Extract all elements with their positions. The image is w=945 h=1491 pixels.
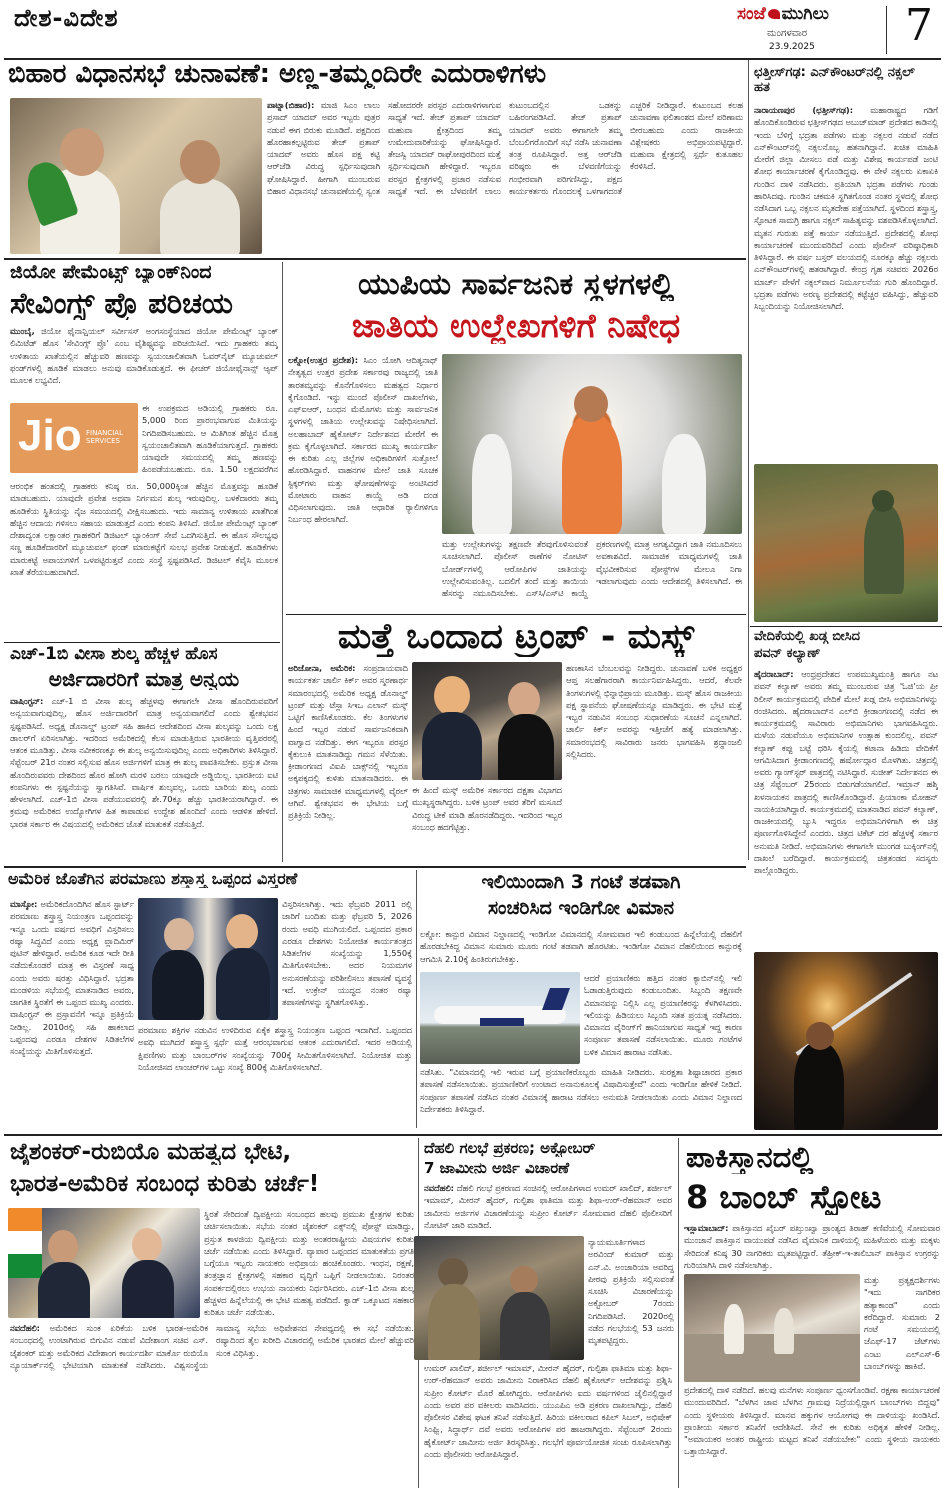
nuclear-body-left xyxy=(10,898,134,1126)
jaishankar-headline-2: ಭಾರತ-ಅಮೆರಿಕ ಸಂಬಂಧ ಕುರಿತು ಚರ್ಚೆ! xyxy=(10,1172,320,1197)
naxal-headline: ಛತ್ತೀಸ್‌ಗಢ: ಎನ್‌ಕೌಂಟರ್‌ನಲ್ಲಿ ನಕ್ಸಲ್ ಹತ xyxy=(754,65,915,95)
jio-logo xyxy=(10,403,138,473)
naxal-photo xyxy=(754,464,938,622)
nuclear-dateline: ಮಾಸ್ಕೋ: xyxy=(10,899,38,909)
pawan-text: ಆಂಧ್ರಪ್ರದೇಶದ ಉಪಮುಖ್ಯಮಂತ್ರಿ ಹಾಗೂ ನಟ ಪವನ್ ಕಲ್ಯಾಣ್ ಅವರು ತಮ್ಮ ಮುಂಬರುವ ಚಿತ್ರ 'ಓಜಿ'ಯ ಪ್ರೀ ರಿಲೀಸ್ ಕಾರ್ಯಕ್ರಮದಲ್ಲಿ ವೇದಿಕೆ ಮೇಲೆ ಖಡ್ಗ ಬೀಸಿ ಅಭಿಮಾನಿಗಳನ್ನು ರಂಜಿಸಿದರು. ಹೈದರಾಬಾದ್‌ನ ಎಲ್‌ಬಿ ಕ್ರೀಡಾಂಗಣದಲ್ಲಿ ನಡೆದ ಈ ಕಾರ್ಯಕ್ರಮದಲ್ಲಿ ಸಾವಿರಾರು ಅಭಿಮಾನಿಗಳು ಭಾಗವಹಿಸಿದ್ದರು. ಮಳೆಯ ನಡುವೆಯೂ ಅಭಿಮಾನಿಗಳ ಉತ್ಸಾಹ ಕುಂದಲಿಲ್ಲ. ಪವನ್ ಕಲ್ಯಾಣ್ ಕಪ್ಪು ಬಟ್ಟೆ ಧರಿಸಿ ಕೈಯಲ್ಲಿ ಕಟಾನಾ ಹಿಡಿದು ವೇದಿಕೆಗೆ ಆಗಮಿಸಿದಾಗ ಕ್ರೀಡಾಂಗಣದಲ್ಲಿ ಹರ್ಷೋದ್ಗಾರ ಮೊಳಗಿತು. ಚಿತ್ರದಲ್ಲಿ ಅವರು ಗ್ಯಾಂಗ್‌ಸ್ಟರ್ ಪಾತ್ರದಲ್ಲಿ ನಟಿಸಿದ್ದಾರೆ. ಸುಜೀತ್ ನಿರ್ದೇಶನದ ಈ ಚಿತ್ರ ಸೆಪ್ಟೆಂಬರ್ 25ರಂದು ಬಿಡುಗಡೆಯಾಗಲಿದೆ. ಇಮ್ರಾನ್ ಹಶ್ಮಿ ಖಳನಾಯಕನ ಪಾತ್ರದಲ್ಲಿ ಕಾಣಿಸಿಕೊಂಡಿದ್ದಾರೆ. ಪ್ರಿಯಾಂಕಾ ಮೋಹನ್ ನಾಯಕಿಯಾಗಿದ್ದಾರೆ. ಕಾರ್ಯಕ್ರಮದಲ್ಲಿ ಮಾತನಾಡಿದ ಪವನ್ ಕಲ್ಯಾಣ್, ರಾಜಕೀಯದಲ್ಲಿ ಬ್ಯುಸಿ ಇದ್ದರೂ ಅಭಿಮಾನಿಗಳಿಗಾಗಿ ಈ ಚಿತ್ರ ಪೂರ್ಣಗೊಳಿಸಿದ್ದೇನೆ ಎಂದರು. ಚಿತ್ರದ ಟಿಕೆಟ್ ದರ ಹೆಚ್ಚಳಕ್ಕೆ ಸರ್ಕಾರ ಅನುಮತಿ ನೀಡಿದೆ. ಅಭಿಮಾನಿಗಳು ಈಗಾಗಲೇ ಮುಂಗಡ ಬುಕ್ಕಿಂಗ್‌ನಲ್ಲಿ ದಾಖಲೆ ಬರೆದಿದ್ದಾರೆ. ಕಾರ್ಯಕ್ರಮದಲ್ಲಿ ಚಿತ್ರತಂಡದ ಸದಸ್ಯರು ಪಾಲ್ಗೊಂಡಿದ್ದರು. xyxy=(754,669,938,876)
india-flag xyxy=(8,1208,42,1278)
pawan-photo xyxy=(754,952,938,1130)
plane-tail xyxy=(542,988,570,1010)
rule-above-h1b xyxy=(4,642,280,643)
bottom-rule-2 xyxy=(678,1138,679,1488)
page-number: 7 xyxy=(905,0,933,51)
trump-body-mid: ಈ ಹಿಂದೆ ಮಸ್ಕ್ ಅಮೆರಿಕ ಸರ್ಕಾರದ ದಕ್ಷತಾ ವಿಭಾಗದ ಮುಖ್ಯಸ್ಥರಾಗಿದ್ದರು. ಬಳಿಕ ಟ್ರಂಪ್ ಅವರ ತೆರಿಗೆ ಮಸೂದೆ ವಿರುದ್ಧ ಟೀಕೆ ಮಾಡಿ ಹೊರನಡೆದಿದ್ದರು. ಇದರಿಂದ ಇಬ್ಬರ ಸಂಬಂಧ ಹದಗೆಟ್ಟಿತ್ತು. xyxy=(412,785,562,832)
naxal-text: ಮಹಾರಾಷ್ಟ್ರದ ಗಡಿಗೆ ಹೊಂದಿಕೊಂಡಿರುವ ಛತ್ತೀಸ್‌ಗಢದ ಅಬುಜ್‌ಮಾಡ್ ಪ್ರದೇಶದ ಕಾಡಿನಲ್ಲಿ ಇಂದು ಬೆಳಿಗ್ಗೆ ಭದ್ರತಾ ಪಡೆಗಳು ಮತ್ತು ನಕ್ಸಲರ ನಡುವೆ ನಡೆದ ಎನ್‌ಕೌಂಟರ್‌ನಲ್ಲಿ ನಕ್ಸಲನೊಬ್ಬ ಹತನಾಗಿದ್ದಾನೆ. ಖಚಿತ ಮಾಹಿತಿ ಮೇರೆಗೆ ಜಿಲ್ಲಾ ಮೀಸಲು ಪಡೆ ಮತ್ತು ವಿಶೇಷ ಕಾರ್ಯಪಡೆ ಜಂಟಿ ಶೋಧ ಕಾರ್ಯಾಚರಣೆ ಕೈಗೊಂಡಿದ್ದವು. ಈ ವೇಳೆ ನಕ್ಸಲರು ಏಕಾಏಕಿ ಗುಂಡಿನ ದಾಳಿ ನಡೆಸಿದರು. ಪ್ರತಿಯಾಗಿ ಭದ್ರತಾ ಪಡೆಗಳು ಗುಂಡು ಹಾರಿಸಿದವು. ಗುಂಡಿನ ಚಕಮಕಿ ಸ್ಥಗಿತಗೊಂಡ ನಂತರ ಸ್ಥಳದಲ್ಲಿ ಶೋಧ ನಡೆಸಿದಾಗ ಒಬ್ಬ ನಕ್ಸಲನ ಮೃತದೇಹ ಪತ್ತೆಯಾಗಿದೆ. ಸ್ಥಳದಿಂದ ಶಸ್ತ್ರಾಸ್ತ್ರ, ಸ್ಫೋಟಕ ಸಾಮಗ್ರಿ ಹಾಗೂ ನಕ್ಸಲ್ ಸಾಹಿತ್ಯವನ್ನು ವಶಪಡಿಸಿಕೊಳ್ಳಲಾಗಿದೆ. ಮೃತನ ಗುರುತು ಪತ್ತೆ ಕಾರ್ಯ ನಡೆಯುತ್ತಿದೆ. ಪ್ರದೇಶದಲ್ಲಿ ಶೋಧ ಕಾರ್ಯಾಚರಣೆ ಮುಂದುವರಿದಿದೆ ಎಂದು ಪೊಲೀಸ್ ವರಿಷ್ಠಾಧಿಕಾರಿ ತಿಳಿಸಿದ್ದಾರೆ. ಈ ವರ್ಷ ಬಸ್ತರ್ ವಲಯದಲ್ಲಿ ನೂರಕ್ಕೂ ಹೆಚ್ಚು ನಕ್ಸಲರು ಎನ್‌ಕೌಂಟರ್‌ಗಳಲ್ಲಿ ಹತರಾಗಿದ್ದಾರೆ. ಕೇಂದ್ರ ಗೃಹ ಸಚಿವರು 2026ರ ಮಾರ್ಚ್ ವೇಳೆಗೆ ನಕ್ಸಲ್‌ವಾದ ನಿರ್ಮೂಲನೆಯ ಗುರಿ ಹೊಂದಿದ್ದಾರೆ. ಭದ್ರತಾ ಪಡೆಗಳು ಅರಣ್ಯ ಪ್ರದೇಶದಲ್ಲಿ ಕಟ್ಟೆಚ್ಚರ ವಹಿಸಿದ್ದು, ಹೆಚ್ಚುವರಿ ಸಿಬ್ಬಂದಿಯನ್ನು ನಿಯೋಜಿಸಲಾಗಿದೆ. xyxy=(754,105,938,312)
pawan-dateline: ಹೈದರಾಬಾದ್: xyxy=(754,669,794,679)
delhi-headline-1: ದೆಹಲಿ ಗಲಭೆ ಪ್ರಕರಣ; ಅಕ್ಟೋಬರ್ xyxy=(424,1140,596,1157)
jio-body-bottom: ಆರಂಭಿಕ ಹಂತದಲ್ಲಿ ಗ್ರಾಹಕರು ಕನಿಷ್ಠ ರೂ. 50,000ಕ್ಕಿಂತ ಹೆಚ್ಚಿನ ಮೊತ್ತವನ್ನು ಹೂಡಿಕೆ ಮಾಡಬಹುದು. ಯಾವುದೇ ಪ್ರವೇಶ ಅಥವಾ ನಿರ್ಗಮನ ಶುಲ್ಕ ಇರುವುದಿಲ್ಲ. ಬಳಕೆದಾರರು ತಮ್ಮ ಹೂಡಿಕೆಯ ಸ್ಥಿತಿಯನ್ನು ನೈಜ ಸಮಯದಲ್ಲಿ ವೀಕ್ಷಿಸಬಹುದು. ಇದು ಸಾಮಾನ್ಯ ಉಳಿತಾಯ ಖಾತೆಗಿಂತ ಹೆಚ್ಚಿನ ಆದಾಯ ಗಳಿಸಲು ಸಹಾಯ ಮಾಡುತ್ತದೆ ಎಂದು ಕಂಪನಿ ತಿಳಿಸಿದೆ. ಜಿಯೋ ಪೇಮೆಂಟ್ಸ್ ಬ್ಯಾಂಕ್ ದೇಶಾದ್ಯಂತ ಲಕ್ಷಾಂತರ ಗ್ರಾಹಕರಿಗೆ ಡಿಜಿಟಲ್ ಬ್ಯಾಂಕಿಂಗ್ ಸೇವೆ ಒದಗಿಸುತ್ತಿದೆ. ಈ ಹೊಸ ಸೌಲಭ್ಯವು ಸಣ್ಣ ಹೂಡಿಕೆದಾರರಿಗೆ ಮ್ಯೂಚುವಲ್ ಫಂಡ್ ಮಾರುಕಟ್ಟೆಗೆ ಸುಲಭ ಪ್ರವೇಶ ನೀಡುತ್ತದೆ. ಹೂಡಿಕೆಗಳು ಮಾರುಕಟ್ಟೆ ಅಪಾಯಗಳಿಗೆ ಒಳಪಟ್ಟಿರುತ್ತವೆ ಎಂದು ಸಂಸ್ಥೆ ಸ್ಪಷ್ಟಪಡಿಸಿದೆ. ಡಿಜಿಟಲ್ ಕೆವೈಸಿ ಮೂಲಕ ಖಾತೆ ತೆರೆಯಬಹುದಾಗಿದೆ. xyxy=(10,481,278,577)
indigo-headline-1: ಇಲಿಯಿಂದಾಗಿ 3 ಗಂಟೆ ತಡವಾಗಿ xyxy=(481,872,681,893)
nuclear-photo xyxy=(138,898,278,1020)
issue-date: 23.9.2025 xyxy=(769,42,815,52)
pakistan-dateline: ಇಸ್ಲಾಮಾಬಾದ್: xyxy=(684,1223,729,1233)
bihar-dateline: ಪಾಟ್ನಾ(ಬಿಹಾರ): xyxy=(267,100,315,110)
jaishankar-headline-1: ಜೈಶಂಕರ್-ರುಬಿಯೊ ಮಹತ್ವದ ಭೇಟಿ, xyxy=(10,1140,292,1165)
up-rally-photo xyxy=(442,354,742,534)
bihar-body xyxy=(267,99,743,254)
brand-logo xyxy=(737,4,829,24)
section-title: ದೇಶ-ವಿದೇಶ xyxy=(14,4,119,32)
trump-body-left xyxy=(288,662,408,858)
indigo-body-bottom: ನಡೆಸಿತು. "ವಿಮಾನದಲ್ಲಿ ಇಲಿ ಇರುವ ಬಗ್ಗೆ ಪ್ರಯಾಣಿಕರೊಬ್ಬರು ಮಾಹಿತಿ ನೀಡಿದರು. ಸುರಕ್ಷತಾ ಶಿಷ್ಟಾಚಾರದ ಪ್ರಕಾರ ತಪಾಸಣೆ ನಡೆಸಲಾಯಿತು. ಪ್ರಯಾಣಿಕರಿಗೆ ಉಂಟಾದ ಅನಾನುಕೂಲಕ್ಕೆ ವಿಷಾದಿಸುತ್ತೇವೆ" ಎಂದು ಇಂಡಿಗೋ ಹೇಳಿಕೆ ನೀಡಿದೆ. ಸಂಪೂರ್ಣ ತಪಾಸಣೆ ನಡೆಸಿದ ನಂತರ ವಿಮಾನಕ್ಕೆ ಹಾರಾಟ ನಡೆಸಲು ಅನುಮತಿ ನೀಡಲಾಯಿತು ಎಂದು ವಿಮಾನ ನಿಲ್ದಾಣದ ನಿರ್ದೇಶಕರು ತಿಳಿಸಿದ್ದಾರೆ. xyxy=(420,1067,742,1114)
delhi-body-side: ನ್ಯಾಯಮೂರ್ತಿಗಳಾದ ಅರವಿಂದ್ ಕುಮಾರ್ ಮತ್ತು ಎನ್.ವಿ. ಅಂಜಾರಿಯಾ ಅವರಿದ್ದ ಪೀಠವು ಪ್ರತಿಕ್ರಿಯೆ ಸಲ್ಲಿಸುವಂತೆ ಸೂಚಿಸಿ ವಿಚಾರಣೆಯನ್ನು ಅಕ್ಟೋಬರ್ 7ರಂದು ನಿಗದಿಪಡಿಸಿದೆ. 2020ರಲ್ಲಿ ನಡೆದ ಗಲಭೆಯಲ್ಲಿ 53 ಜನರು ಮೃತಪಟ್ಟಿದ್ದರು. xyxy=(588,1237,674,1346)
jio-dateline: ಮುಂಬೈ, xyxy=(10,326,35,336)
trump-body-right: ಹಣಕಾಸಿನ ಬೆಂಬಲವನ್ನು ನೀಡಿದ್ದರು. ಚುನಾವಣೆ ಬಳಿಕ ಅಧ್ಯಕ್ಷರ ಆಪ್ತ ಸಲಹೆಗಾರರಾಗಿ ಕಾರ್ಯನಿರ್ವಹಿಸಿದ್ದರು. ಆದರೆ, ಕೆಲವೇ ತಿಂಗಳುಗಳಲ್ಲಿ ಭಿನ್ನಾಭಿಪ್ರಾಯ ಮೂಡಿತ್ತು. ಮಸ್ಕ್ ಹೊಸ ರಾಜಕೀಯ ಪಕ್ಷ ಸ್ಥಾಪನೆಯ ಘೋಷಣೆಯನ್ನೂ ಮಾಡಿದ್ದರು. ಈ ಭೇಟಿ ಮತ್ತೆ ಇಬ್ಬರ ನಡುವಿನ ಸಂಬಂಧ ಸುಧಾರಣೆಯ ಸೂಚನೆ ಎನ್ನಲಾಗಿದೆ. ಚಾರ್ಲಿ ಕಿರ್ಕ್ ಅವರನ್ನು ಇತ್ತೀಚೆಗೆ ಹತ್ಯೆ ಮಾಡಲಾಗಿತ್ತು. ಸಮಾರಂಭದಲ್ಲಿ ಸಾವಿರಾರು ಜನರು ಭಾಗವಹಿಸಿ ಶ್ರದ್ಧಾಂಜಲಿ ಸಲ್ಲಿಸಿದರು. xyxy=(566,663,742,759)
bihar-text: ಮಾಜಿ ಸಿಎಂ ಲಾಲು ಪ್ರಸಾದ್ ಯಾದವ್ ಅವರ ಇಬ್ಬರು ಪುತ್ರರ ನಡುವೆ ಈಗ ಬಿರುಕು ಮೂಡಿದೆ. ಪಕ್ಷದಿಂದ ಹೊರಹಾಕಲ್ಪಟ್ಟಿರುವ ತೇಜ್ ಪ್ರತಾಪ್ ಯಾದವ್ ಅವರು ಹೊಸ ಪಕ್ಷ ಕಟ್ಟಿ ಆರ್‌ಜೆಡಿ ವಿರುದ್ಧ ಸ್ಪರ್ಧಿಸುವುದಾಗಿ ಘೋಷಿಸಿದ್ದಾರೆ. ಹೀಗಾಗಿ ಮುಂಬರುವ ಬಿಹಾರ ವಿಧಾನಸಭೆ ಚುನಾವಣೆಯಲ್ಲಿ ಸ್ವಂತ ಸಹೋದರರೇ ಪರಸ್ಪರ ಎದುರಾಳಿಗಳಾಗುವ ಸಾಧ್ಯತೆ ಇದೆ. ತೇಜ್ ಪ್ರತಾಪ್ ಯಾದವ್ ಮಹುವಾ ಕ್ಷೇತ್ರದಿಂದ ತಮ್ಮ ಉಮೇದುವಾರಿಕೆಯನ್ನು ಘೋಷಿಸಿದ್ದಾರೆ. ತೇಜಸ್ವಿ ಯಾದವ್ ರಾಘೋಪುರದಿಂದ ಮತ್ತೆ ಸ್ಪರ್ಧಿಸುವುದಾಗಿ ಹೇಳಿದ್ದಾರೆ. ಇಬ್ಬರೂ ಪರಸ್ಪರ ಕ್ಷೇತ್ರಗಳಲ್ಲಿ ಪ್ರಚಾರ ನಡೆಸುವ ಸಾಧ್ಯತೆ ಇದೆ. ಈ ಬೆಳವಣಿಗೆ ಲಾಲು ಕುಟುಂಬದಲ್ಲಿನ ಒಡಕನ್ನು ಬಹಿರಂಗಪಡಿಸಿದೆ. ತೇಜ್ ಪ್ರತಾಪ್ ಯಾದವ್ ಅವರು ಈಗಾಗಲೇ ತಮ್ಮ ಬೆಂಬಲಿಗರೊಂದಿಗೆ ಸಭೆ ನಡೆಸಿ ಚುನಾವಣಾ ತಂತ್ರ ರೂಪಿಸಿದ್ದಾರೆ. ಅತ್ತ ಆರ್‌ಜೆಡಿ ವರಿಷ್ಠರು ಈ ಬೆಳವಣಿಗೆಯನ್ನು ಗಂಭೀರವಾಗಿ ಪರಿಗಣಿಸಿದ್ದು, ಪಕ್ಷದ ಕಾರ್ಯಕರ್ತರು ಗೊಂದಲಕ್ಕೆ ಒಳಗಾಗದಂತೆ ಎಚ್ಚರಿಕೆ ನೀಡಿದ್ದಾರೆ. ಕುಟುಂಬದ ಕಲಹ ಚುನಾವಣಾ ಫಲಿತಾಂಶದ ಮೇಲೆ ಪರಿಣಾಮ ಬೀರಬಹುದು ಎಂದು ರಾಜಕೀಯ ವಿಶ್ಲೇಷಕರು ಅಭಿಪ್ರಾಯಪಟ್ಟಿದ್ದಾರೆ. ಮಹುವಾ ಕ್ಷೇತ್ರದಲ್ಲಿ ಸ್ಪರ್ಧೆ ಕುತೂಹಲ ಕೆರಳಿಸಿದೆ. xyxy=(267,100,743,196)
pakistan-body-bottom: ಪ್ರದೇಶದಲ್ಲಿ ದಾಳಿ ನಡೆದಿದೆ. ಹಲವು ಮನೆಗಳು ಸಂಪೂರ್ಣ ಧ್ವಂಸಗೊಂಡಿವೆ. ರಕ್ಷಣಾ ಕಾರ್ಯಾಚರಣೆ ಮುಂದುವರಿದಿದೆ. "ಬೆಳಗಿನ ಜಾವ ಬೆಳಗಿನ ಗ್ರಾಮವು ನಿದ್ರೆಯಲ್ಲಿದ್ದಾಗ ಬಾಂಬ್‌ಗಳು ಬಿದ್ದವು" ಎಂದು ಸ್ಥಳೀಯರು ತಿಳಿಸಿದ್ದಾರೆ. ಮಾನವ ಹಕ್ಕುಗಳ ಆಯೋಗವು ಈ ದಾಳಿಯನ್ನು ಖಂಡಿಸಿದೆ. ಪ್ರಾಂತೀಯ ಸರ್ಕಾರ ತನಿಖೆಗೆ ಆದೇಶಿಸಿದೆ. ಸೇನೆ ಈ ಕುರಿತು ಅಧಿಕೃತ ಹೇಳಿಕೆ ನೀಡಿಲ್ಲ. "ಅಮಾಯಕರ ಅಂತರ ರಾಷ್ಟ್ರೀಯ ಮಟ್ಟದ ತನಿಖೆ ನಡೆಯಬೇಕು" ಎಂದು ಸ್ಥಳೀಯ ನಾಯಕರು ಒತ್ತಾಯಿಸಿದ್ದಾರೆ. xyxy=(684,1385,940,1457)
up-headline-2: ಜಾತಿಯ ಉಲ್ಲೇಖಗಳಿಗೆ ನಿಷೇಧ xyxy=(351,308,681,345)
trump-musk-photo xyxy=(412,662,562,780)
pakistan-photo xyxy=(684,1274,860,1382)
jio-body-side: ಈ ಉಪಕ್ರಮದ ಅಡಿಯಲ್ಲಿ ಗ್ರಾಹಕರು ರೂ. 5,000 ರಿಂದ ಪ್ರಾರಂಭವಾಗುವ ಮಿತಿಯನ್ನು ನಿಗದಿಪಡಿಸಬಹುದು. ಆ ಮಿತಿಗಿಂತ ಹೆಚ್ಚಿನ ಮೊತ್ತ ಸ್ವಯಂಚಾಲಿತವಾಗಿ ಹೂಡಿಕೆಯಾಗುತ್ತದೆ. ಗ್ರಾಹಕರು ಯಾವುದೇ ಸಮಯದಲ್ಲಿ ತಮ್ಮ ಹಣವನ್ನು ಹಿಂಪಡೆಯಬಹುದು. ರೂ. 1.50 ಲಕ್ಷದವರೆಗಿನ xyxy=(142,403,278,475)
pakistan-body-side: ಮತ್ತು ಪ್ರತ್ಯಕ್ಷದರ್ಶಿಗಳು "ಇದು ನಾಗರಿಕರ ಹತ್ಯಾಕಾಂಡ" ಎಂದು ಕರೆದಿದ್ದಾರೆ. ಸುಮಾರು 2 ಗಂಟೆ ಸಮಯದಲ್ಲಿ ಜೆಎಫ್-17 ಜೆಟ್‌ಗಳು ಎಂಟು ಎಲ್‌ಎಸ್-6 ಬಾಂಬ್‌ಗಳನ್ನು ಹಾಕಿವೆ. xyxy=(864,1275,940,1371)
jio-logo-sub2: SERVICES xyxy=(86,437,120,446)
nuclear-text-left: ಅಮೆರಿಕದೊಂದಿಗಿನ ಹೊಸ ಸ್ಟಾರ್ಟ್ ಪರಮಾಣು ಶಸ್ತ್ರಾಸ್ತ್ರ ನಿಯಂತ್ರಣ ಒಪ್ಪಂದವನ್ನು ಇನ್ನೂ ಒಂದು ವರ್ಷದ ಅವಧಿಗೆ ವಿಸ್ತರಿಸಲು ರಷ್ಯಾ ಸಿದ್ಧವಿದೆ ಎಂದು ಅಧ್ಯಕ್ಷ ವ್ಲಾದಿಮಿರ್ ಪುಟಿನ್ ಹೇಳಿದ್ದಾರೆ. ಅಮೆರಿಕ ಕೂಡ ಇದೇ ರೀತಿ ನಡೆದುಕೊಂಡರೆ ಮಾತ್ರ ಈ ವಿಸ್ತರಣೆ ಸಾಧ್ಯ ಎಂದು ಅವರು ಷರತ್ತು ವಿಧಿಸಿದ್ದಾರೆ. ಭದ್ರತಾ ಮಂಡಳಿಯ ಸಭೆಯಲ್ಲಿ ಮಾತನಾಡಿದ ಅವರು, ಜಾಗತಿಕ ಸ್ಥಿರತೆಗೆ ಈ ಒಪ್ಪಂದ ಮುಖ್ಯ ಎಂದರು. ವಾಷಿಂಗ್ಟನ್ ಈ ಪ್ರಸ್ತಾವನೆಗೆ ಇನ್ನೂ ಪ್ರತಿಕ್ರಿಯೆ ನೀಡಿಲ್ಲ. 2010ರಲ್ಲಿ ಸಹಿ ಹಾಕಲಾದ ಒಪ್ಪಂದವು ಎರಡೂ ದೇಶಗಳ ಸಿಡಿತಲೆಗಳ ಸಂಖ್ಯೆಯನ್ನು ಮಿತಿಗೊಳಿಸುತ್ತದೆ. xyxy=(10,899,134,1057)
masthead xyxy=(737,0,937,56)
jio-body-top xyxy=(10,325,278,399)
jaishankar-photo xyxy=(8,1208,200,1318)
jio-headline-2: ಸೇವಿಂಗ್ಸ್ ಪ್ರೊ ಪರಿಚಯ xyxy=(10,288,233,320)
pawan-headline-2: ಪವನ್ ಕಲ್ಯಾಣ್ xyxy=(754,646,821,661)
jio-logo-sub xyxy=(86,429,123,446)
pakistan-headline-1: ಪಾಕಿಸ್ತಾನದಲ್ಲಿ xyxy=(686,1142,814,1174)
left-column-rule xyxy=(282,262,283,862)
bihar-photo xyxy=(10,98,262,254)
up-dateline: ಲಕ್ನೋ(ಉತ್ತರ ಪ್ರದೇಶ): xyxy=(288,355,359,365)
rule-above-bottom-row xyxy=(4,1134,942,1136)
pawan-headline-1: ವೇದಿಕೆಯಲ್ಲಿ ಖಡ್ಗ ಬೀಸಿದ xyxy=(754,629,861,644)
h1b-body xyxy=(10,695,278,859)
plane-wing xyxy=(480,1018,524,1026)
trump-dateline: ಅರಿಜೋನಾ, ಅಮೆರಿಕ: xyxy=(288,663,356,673)
pakistan-headline-2: 8 ಬಾಂಬ್ ಸ್ಫೋಟ xyxy=(686,1180,882,1216)
nuclear-body-bottom: ಪರಮಾಣು ಶಕ್ತಿಗಳ ನಡುವಿನ ಉಳಿದಿರುವ ಏಕೈಕ ಶಸ್ತ್ರಾಸ್ತ್ರ ನಿಯಂತ್ರಣ ಒಪ್ಪಂದ ಇದಾಗಿದೆ. ಒಪ್ಪಂದದ ಅವಧಿ ಮುಗಿದರೆ ಶಸ್ತ್ರಾಸ್ತ್ರ ಸ್ಪರ್ಧೆ ಮತ್ತೆ ಆರಂಭವಾಗುವ ಆತಂಕ ಎದುರಾಗಲಿದೆ. ಇದರ ಅಡಿಯಲ್ಲಿ ಕ್ಷಿಪಣಿಗಳು ಮತ್ತು ಬಾಂಬರ್‌ಗಳ ಸಂಖ್ಯೆಯನ್ನು 700ಕ್ಕೆ ಸೀಮಿತಗೊಳಿಸಲಾಗಿದೆ. ನಿಯೋಜಿತ ಮತ್ತು ನಿಯೋಜಿಸದ ಲಾಂಚರ್‌ಗಳ ಒಟ್ಟು ಸಂಖ್ಯೆ 800ಕ್ಕೆ ಮಿತಿಗೊಳಿಸಲಾಗಿದೆ. xyxy=(138,1025,412,1072)
pakistan-body-top xyxy=(684,1222,940,1272)
pakistan-text-top: ಪಾಕಿಸ್ತಾನದ ಖೈಬರ್ ಪಖ್ತುಂಖ್ವಾ ಪ್ರಾಂತ್ಯದ ತಿರಾಹ್ ಕಣಿವೆಯಲ್ಲಿ ಸೋಮವಾರ ಮುಂಜಾನೆ ಪಾಕಿಸ್ತಾನ ವಾಯುಪಡೆ ನಡೆಸಿದ ವೈಮಾನಿಕ ದಾಳಿಯಲ್ಲಿ ಮಹಿಳೆಯರು ಮತ್ತು ಮಕ್ಕಳು ಸೇರಿದಂತೆ ಕನಿಷ್ಠ 30 ನಾಗರಿಕರು ಮೃತಪಟ್ಟಿದ್ದಾರೆ. ತೆಹ್ರೀಕ್-ಇ-ತಾಲಿಬಾನ್ ಪಾಕಿಸ್ತಾನ ಉಗ್ರರನ್ನು ಗುರಿಯಾಗಿಸಿ ದಾಳಿ ನಡೆಸಲಾಗಿತ್ತು. xyxy=(684,1223,940,1270)
rule-above-nuclear xyxy=(4,866,746,868)
naxal-body xyxy=(754,104,938,460)
bihar-headline: ಬಿಹಾರ ವಿಧಾನಸಭೆ ಚುನಾವಣೆ: ಅಣ್ಣ-ತಮ್ಮಂದಿರೇ ಎದುರಾಳಿಗಳು xyxy=(8,60,547,89)
brand-part2: ಮುಗಿಲು xyxy=(781,4,829,24)
masthead-divider xyxy=(886,6,887,54)
brand-part1: ಸಂಜೆ xyxy=(737,4,766,24)
h1b-text: ಎಚ್-1 ಬಿ ವೀಸಾ ಶುಲ್ಕ ಹೆಚ್ಚಳವು ಈಗಾಗಲೇ ವೀಸಾ ಹೊಂದಿರುವವರಿಗೆ ಅನ್ವಯವಾಗುವುದಿಲ್ಲ, ಹೊಸ ಅರ್ಜಿದಾರರಿಗೆ ಮಾತ್ರ ಅನ್ವಯವಾಗಲಿದೆ ಎಂದು ಶ್ವೇತಭವನ ಸ್ಪಷ್ಟಪಡಿಸಿದೆ. ಅಧ್ಯಕ್ಷ ಡೊನಾಲ್ಡ್ ಟ್ರಂಪ್ ಸಹಿ ಹಾಕಿದ ಆದೇಶದಿಂದ ವೀಸಾ ಶುಲ್ಕವನ್ನು ಒಂದು ಲಕ್ಷ ಡಾಲರ್‌ಗೆ ಏರಿಸಲಾಗಿತ್ತು. ಇದರಿಂದ ಅಮೆರಿಕದಲ್ಲಿ ಕೆಲಸ ಮಾಡುತ್ತಿರುವ ಭಾರತೀಯ ವೃತ್ತಿಪರರಲ್ಲಿ ಆತಂಕ ಮೂಡಿತ್ತು. ವೀಸಾ ನವೀಕರಣಕ್ಕೂ ಈ ಶುಲ್ಕ ಅನ್ವಯಿಸುವುದಿಲ್ಲ ಎಂದು ಅಧಿಕಾರಿಗಳು ತಿಳಿಸಿದ್ದಾರೆ. ಸೆಪ್ಟೆಂಬರ್ 21ರ ನಂತರ ಸಲ್ಲಿಸುವ ಹೊಸ ಅರ್ಜಿಗಳಿಗೆ ಮಾತ್ರ ಈ ಶುಲ್ಕ ಪಾವತಿಸಬೇಕು. ಪ್ರಸ್ತುತ ವೀಸಾ ಹೊಂದಿರುವವರು ದೇಶದಿಂದ ಹೊರ ಹೋಗಿ ಮರಳಿ ಬರಲು ಯಾವುದೇ ಅಡ್ಡಿಯಿಲ್ಲ. ಭಾರತೀಯ ಐಟಿ ಕಂಪನಿಗಳು ಈ ಸ್ಪಷ್ಟನೆಯನ್ನು ಸ್ವಾಗತಿಸಿವೆ. ವಾರ್ಷಿಕ ಶುಲ್ಕವಲ್ಲ, ಒಂದು ಬಾರಿಯ ಶುಲ್ಕ ಎಂದು ಹೇಳಲಾಗಿದೆ. ಎಚ್-1ಬಿ ವೀಸಾ ಪಡೆಯುವವರಲ್ಲಿ ಶೇ.70ಕ್ಕೂ ಹೆಚ್ಚು ಭಾರತೀಯರಾಗಿದ್ದಾರೆ. ಈ ಕ್ರಮವು ಅಮೆರಿಕದ ಉದ್ಯೋಗಿಗಳ ಹಿತ ಕಾಪಾಡುವ ಉದ್ದೇಶ ಹೊಂದಿದೆ ಎಂದು ಆಡಳಿತ ಹೇಳಿದೆ. ಭಾರತ ಸರ್ಕಾರ ಈ ವಿಷಯದಲ್ಲಿ ಅಮೆರಿಕದ ಜೊತೆ ಮಾತುಕತೆ ನಡೆಸುತ್ತಿದೆ. xyxy=(10,696,278,829)
indigo-headline-2: ಸಂಚರಿಸಿದ ಇಂಡಿಗೋ ವಿಮಾನ xyxy=(487,898,675,919)
jio-logo-sub1: FINANCIAL xyxy=(86,429,123,437)
delhi-dateline: ನವದೆಹಲಿ: xyxy=(424,1183,454,1193)
delhi-body-bottom: ಉಮರ್ ಖಾಲಿದ್, ಶರ್ಜೀಲ್ ಇಮಾಮ್, ಮೀರನ್ ಹೈದರ್, ಗುಲ್ಫಿಶಾ ಫಾತಿಮಾ ಮತ್ತು ಶಿಫಾ-ಉರ್-ರೆಹಮಾನ್ ಅವರು ಜಾಮೀನು ನಿರಾಕರಿಸಿದ ದೆಹಲಿ ಹೈಕೋರ್ಟ್ ಆದೇಶವನ್ನು ಪ್ರಶ್ನಿಸಿ ಸುಪ್ರೀಂ ಕೋರ್ಟ್ ಮೊರೆ ಹೋಗಿದ್ದರು. ಆರೋಪಿಗಳು ಐದು ವರ್ಷಗಳಿಂದ ಜೈಲಿನಲ್ಲಿದ್ದಾರೆ ಎಂದು ಅವರ ಪರ ವಕೀಲರು ವಾದಿಸಿದರು. ಯುಎಪಿಎ ಅಡಿ ಪ್ರಕರಣ ದಾಖಲಾಗಿದ್ದು, ದೆಹಲಿ ಪೊಲೀಸರ ವಿಶೇಷ ಘಟಕ ತನಿಖೆ ನಡೆಸುತ್ತಿದೆ. ಹಿರಿಯ ವಕೀಲರಾದ ಕಪಿಲ್ ಸಿಬಲ್, ಅಭಿಷೇಕ್ ಸಿಂಘ್ವಿ, ಸಿದ್ಧಾರ್ಥ್ ದವೆ ಅವರು ಆರೋಪಿಗಳ ಪರ ಹಾಜರಾಗಿದ್ದರು. ಸೆಪ್ಟೆಂಬರ್ 2ರಂದು ಹೈಕೋರ್ಟ್ ಜಾಮೀನು ಅರ್ಜಿ ತಿರಸ್ಕರಿಸಿತ್ತು. ಗಲಭೆಗೆ ಪೂರ್ವಯೋಜಿತ ಸಂಚು ರೂಪಿಸಲಾಗಿತ್ತು ಎಂದು ಪೊಲೀಸರು ಆರೋಪಿಸಿದ್ದಾರೆ. xyxy=(424,1363,672,1459)
h1b-dateline: ವಾಷಿಂಗ್ಟನ್: xyxy=(10,696,44,706)
h1b-headline-2: ಅರ್ಜಿದಾರರಿಗೆ ಮಾತ್ರ ಅನ್ವಯ xyxy=(48,668,240,690)
jaishankar-body-right: ಸ್ಥಿರತೆ ಸೇರಿದಂತೆ ದ್ವಿಪಕ್ಷೀಯ ಸಂಬಂಧದ ಹಲವು ಪ್ರಮುಖ ಕ್ಷೇತ್ರಗಳ ಕುರಿತು ಚರ್ಚಿಸಲಾಯಿತು. ಸಭೆಯ ನಂತರ ಜೈಶಂಕರ್ ಎಕ್ಸ್‌ನಲ್ಲಿ ಪೋಸ್ಟ್ ಮಾಡಿದ್ದು, ಪ್ರಸ್ತುತ ಕಾಳಜಿಯ ದ್ವಿಪಕ್ಷೀಯ ಮತ್ತು ಅಂತರರಾಷ್ಟ್ರೀಯ ವಿಷಯಗಳ ಕುರಿತು ಚರ್ಚೆ ನಡೆಯಿತು ಎಂದು ತಿಳಿಸಿದ್ದಾರೆ. ವ್ಯಾಪಾರ ಒಪ್ಪಂದದ ಮಾತುಕತೆಯ ಪ್ರಗತಿ ಬಗ್ಗೆಯೂ ಇಬ್ಬರು ನಾಯಕರು ಅಭಿಪ್ರಾಯ ಹಂಚಿಕೊಂಡರು. ಇಂಧನ, ರಕ್ಷಣೆ, ತಂತ್ರಜ್ಞಾನ ಕ್ಷೇತ್ರಗಳಲ್ಲಿ ಸಹಕಾರ ವೃದ್ಧಿಗೆ ಒಪ್ಪಿಗೆ ನೀಡಲಾಯಿತು. ನಿರಂತರ ಸಂಪರ್ಕದಲ್ಲಿರಲು ಉಭಯ ನಾಯಕರು ನಿರ್ಧರಿಸಿದರು. ಎಚ್-1ಬಿ ವೀಸಾ ಶುಲ್ಕ ಹೆಚ್ಚಳದ ಹಿನ್ನೆಲೆಯಲ್ಲಿ ಈ ಭೇಟಿ ಮಹತ್ವ ಪಡೆದಿದೆ. ಕ್ವಾಡ್ ಒಕ್ಕೂಟದ ಸಹಕಾರ ಕುರಿತೂ ಚರ್ಚೆ ನಡೆಯಿತು. xyxy=(204,1209,414,1318)
h1b-headline-1: ಎಚ್-1ಬಿ ವೀಸಾ ಶುಲ್ಕ ಹೆಚ್ಚಳ ಹೊಸ xyxy=(10,645,218,664)
jaishankar-text: ಅಮೆರಿಕದ ಸುಂಕ ಏರಿಕೆಯ ಬಳಿಕ ಭಾರತ-ಅಮೆರಿಕ ಸಂಬಂಧದಲ್ಲಿ ಉಂಟಾಗಿರುವ ಬಿಗುವಿನ ನಡುವೆ ವಿದೇಶಾಂಗ ಸಚಿವ ಎಸ್. ಜೈಶಂಕರ್ ಮತ್ತು ಅಮೆರಿಕದ ವಿದೇಶಾಂಗ ಕಾರ್ಯದರ್ಶಿ ಮಾರ್ಕೊ ರುಬಿಯೊ ನ್ಯೂಯಾರ್ಕ್‌ನಲ್ಲಿ ಭೇಟಿಯಾಗಿ ಮಾತುಕತೆ ನಡೆಸಿದರು. ವಿಶ್ವಸಂಸ್ಥೆಯ ಸಾಮಾನ್ಯ ಸಭೆಯ ಅಧಿವೇಶನದ ನೇಪಥ್ಯದಲ್ಲಿ ಈ ಸಭೆ ನಡೆಯಿತು. ರಷ್ಯಾದಿಂದ ತೈಲ ಖರೀದಿ ವಿಚಾರದಲ್ಲಿ ಅಮೆರಿಕ ಭಾರತದ ಮೇಲೆ ಹೆಚ್ಚುವರಿ ಸುಂಕ ವಿಧಿಸಿತ್ತು. xyxy=(10,1323,414,1370)
rule-under-bihar xyxy=(4,258,746,260)
right-column-rule xyxy=(748,60,749,860)
jio-text-top: ಜಿಯೋ ಫೈನಾನ್ಷಿಯಲ್ ಸರ್ವೀಸಸ್ ಅಂಗಸಂಸ್ಥೆಯಾದ ಜಿಯೋ ಪೇಮೆಂಟ್ಸ್ ಬ್ಯಾಂಕ್ ಲಿಮಿಟೆಡ್ ಹೊಸ 'ಸೇವಿಂಗ್ಸ್ ಪ್ರೊ' ಎಂಬ ವೈಶಿಷ್ಟ್ಯವನ್ನು ಪರಿಚಯಿಸಿದೆ. ಇದು ಗ್ರಾಹಕರು ತಮ್ಮ ಉಳಿತಾಯ ಖಾತೆಯಲ್ಲಿನ ಹೆಚ್ಚುವರಿ ಹಣವನ್ನು ಸ್ವಯಂಚಾಲಿತವಾಗಿ ಓವರ್‌ನೈಟ್ ಮ್ಯೂಚುವಲ್ ಫಂಡ್‌ಗಳಲ್ಲಿ ಹೂಡಿಕೆ ಮಾಡಲು ಅನುವು ಮಾಡಿಕೊಡುತ್ತದೆ. ಈ ಫೀಚರ್ ಜಿಯೋಫೈನಾನ್ಸ್ ಆ್ಯಪ್ ಮೂಲಕ ಲಭ್ಯವಿದೆ. xyxy=(10,326,278,386)
jaishankar-body-bottom xyxy=(10,1322,414,1486)
nuclear-indigo-rule xyxy=(416,870,417,1128)
cloud-icon xyxy=(768,9,780,19)
delhi-headline-2: 7 ಜಾಮೀನು ಅರ್ಜಿ ವಿಚಾರಣೆ xyxy=(424,1160,570,1177)
trump-headline: ಮತ್ತೆ ಒಂದಾದ ಟ್ರಂಪ್ - ಮಸ್ಕ್ xyxy=(337,618,695,657)
up-body-left xyxy=(288,354,438,610)
trump-text-left: ಸಂಪ್ರದಾಯವಾದಿ ಕಾರ್ಯಕರ್ತ ಚಾರ್ಲಿ ಕಿರ್ಕ್ ಅವರ ಸ್ಮರಣಾರ್ಥ ಸಮಾರಂಭದಲ್ಲಿ ಅಮೆರಿಕ ಅಧ್ಯಕ್ಷ ಡೊನಾಲ್ಡ್ ಟ್ರಂಪ್ ಮತ್ತು ಟೆಸ್ಲಾ ಸಿಇಒ ಎಲಾನ್ ಮಸ್ಕ್ ಒಟ್ಟಿಗೆ ಕಾಣಿಸಿಕೊಂಡರು. ಕೆಲ ತಿಂಗಳುಗಳ ಹಿಂದೆ ಇಬ್ಬರ ನಡುವೆ ಸಾರ್ವಜನಿಕವಾಗಿ ವಾಗ್ವಾದ ನಡೆದಿತ್ತು. ಈಗ ಇಬ್ಬರೂ ಪರಸ್ಪರ ಕೈಕುಲುಕಿ ಮಾತನಾಡಿದ್ದು ಗಮನ ಸೆಳೆಯಿತು. ಕ್ರೀಡಾಂಗಣದ ವಿಐಪಿ ಬಾಕ್ಸ್‌ನಲ್ಲಿ ಇಬ್ಬರೂ ಅಕ್ಕಪಕ್ಕದಲ್ಲಿ ಕುಳಿತು ಮಾತನಾಡಿದರು. ಈ ಚಿತ್ರಗಳು ಸಾಮಾಜಿಕ ಮಾಧ್ಯಮಗಳಲ್ಲಿ ವೈರಲ್ ಆಗಿವೆ. ಶ್ವೇತಭವನ ಈ ಭೇಟಿಯ ಬಗ್ಗೆ ಪ್ರತಿಕ್ರಿಯೆ ನೀಡಿಲ್ಲ. xyxy=(288,663,408,821)
jio-logo-text: Jio xyxy=(18,411,82,460)
delhi-body-top xyxy=(424,1182,672,1232)
up-headline-1: ಯುಪಿಯ ಸಾರ್ವಜನಿಕ ಸ್ಥಳಗಳಲ್ಲಿ xyxy=(357,268,675,301)
nuclear-body-mid: ವಿಸ್ತರಿಸಲಾಗಿತ್ತು. ಇದು ಫೆಬ್ರವರಿ 2011 ರಲ್ಲಿ ಜಾರಿಗೆ ಬಂದಿತು ಮತ್ತು ಫೆಬ್ರವರಿ 5, 2026 ರಂದು ಅವಧಿ ಮುಗಿಯಲಿದೆ. ಒಪ್ಪಂದದ ಪ್ರಕಾರ ಎರಡೂ ದೇಶಗಳು ನಿಯೋಜಿತ ಕಾರ್ಯತಂತ್ರದ ಸಿಡಿತಲೆಗಳ ಸಂಖ್ಯೆಯನ್ನು 1,550ಕ್ಕೆ ಮಿತಿಗೊಳಿಸಬೇಕು. ಅದರ ನಿಯಮಗಳ ಅನುಸರಣೆಯನ್ನು ಪರಿಶೀಲಿಸಲು ತಪಾಸಣೆ ವ್ಯವಸ್ಥೆ ಇದೆ. ಉಕ್ರೇನ್ ಯುದ್ಧದ ನಂತರ ರಷ್ಯಾ ತಪಾಸಣೆಗಳನ್ನು ಸ್ಥಗಿತಗೊಳಿಸಿತ್ತು. xyxy=(282,899,412,1008)
indigo-body-side: ಆದರೆ ಪ್ರಯಾಣಿಕರು ಹತ್ತಿದ ನಂತರ ಕ್ಯಾಬಿನ್‌ನಲ್ಲಿ ಇಲಿ ಓಡಾಡುತ್ತಿರುವುದು ಕಂಡುಬಂದಿತು. ಸಿಬ್ಬಂದಿ ತಕ್ಷಣವೇ ವಿಮಾನವನ್ನು ನಿಲ್ಲಿಸಿ ಎಲ್ಲ ಪ್ರಯಾಣಿಕರನ್ನು ಕೆಳಗಿಳಿಸಿದರು. ಇಲಿಯನ್ನು ಹಿಡಿಯಲು ಸಿಬ್ಬಂದಿ ಸತತ ಪ್ರಯತ್ನ ನಡೆಸಿದರು. ವಿಮಾನದ ವೈರಿಂಗ್‌ಗೆ ಹಾನಿಯಾಗುವ ಸಾಧ್ಯತೆ ಇದ್ದ ಕಾರಣ ಸಂಪೂರ್ಣ ತಪಾಸಣೆ ನಡೆಸಲಾಯಿತು. ಮೂರು ಗಂಟೆಗಳ ಬಳಿಕ ವಿಮಾನ ಹಾರಾಟ ನಡೆಸಿತು. xyxy=(584,973,742,1057)
pawan-body xyxy=(754,668,938,946)
indigo-plane-photo xyxy=(420,972,580,1064)
rule-above-trump xyxy=(286,614,746,615)
rule-above-pawan xyxy=(750,626,942,627)
jaishankar-dateline: ನವದೆಹಲಿ: xyxy=(10,1323,40,1333)
issue-day: ಮಂಗಳವಾರ xyxy=(767,28,808,39)
nuclear-headline: ಅಮೆರಿಕ ಜೊತೆಗಿನ ಪರಮಾಣು ಶಸ್ತ್ರಾಸ್ತ್ರ ಒಪ್ಪಂದ ವಿಸ್ತರಣೆ xyxy=(8,870,298,888)
jio-headline-1: ಜಿಯೋ ಪೇಮೆಂಟ್ಸ್ ಬ್ಯಾಂಕ್‌ನಿಂದ xyxy=(10,262,212,283)
rubble-shape xyxy=(684,1334,860,1382)
delhi-text-top: ದೆಹಲಿ ಗಲಭೆ ಪ್ರಕರಣದ ಸಂಚಿನಲ್ಲಿ ಆರೋಪಿಗಳಾದ ಉಮರ್ ಖಾಲಿದ್, ಶರ್ಜೀಲ್ ಇಮಾಮ್, ಮೀರನ್ ಹೈದರ್, ಗುಲ್ಫಿಶಾ ಫಾತಿಮಾ ಮತ್ತು ಶಿಫಾ-ಉರ್-ರೆಹಮಾನ್ ಅವರ ಜಾಮೀನು ಅರ್ಜಿಗಳ ವಿಚಾರಣೆಯನ್ನು ಸುಪ್ರೀಂ ಕೋರ್ಟ್ ಸೋಮವಾರ ದೆಹಲಿ ಪೊಲೀಸರಿಗೆ ನೋಟಿಸ್ ಜಾರಿ ಮಾಡಿದೆ. xyxy=(424,1183,672,1230)
up-text-left: ಸಿಎಂ ಯೋಗಿ ಆದಿತ್ಯನಾಥ್ ನೇತೃತ್ವದ ಉತ್ತರ ಪ್ರದೇಶ ಸರ್ಕಾರವು ರಾಜ್ಯದಲ್ಲಿ ಜಾತಿ ತಾರತಮ್ಯವನ್ನು ಕೊನೆಗೊಳಿಸಲು ಮಹತ್ವದ ನಿರ್ಧಾರ ಕೈಗೊಂಡಿದೆ. ಇನ್ನು ಮುಂದೆ ಪೊಲೀಸ್ ದಾಖಲೆಗಳು, ಎಫ್‌ಐಆರ್, ಬಂಧನ ಮೆಮೊಗಳು ಮತ್ತು ಸಾರ್ವಜನಿಕ ಸ್ಥಳಗಳಲ್ಲಿ ಜಾತಿಯ ಉಲ್ಲೇಖವನ್ನು ನಿಷೇಧಿಸಲಾಗಿದೆ. ಅಲಹಾಬಾದ್ ಹೈಕೋರ್ಟ್ ನಿರ್ದೇಶನದ ಮೇರೆಗೆ ಈ ಕ್ರಮ ಕೈಗೊಳ್ಳಲಾಗಿದೆ. ಸರ್ಕಾರದ ಮುಖ್ಯ ಕಾರ್ಯದರ್ಶಿ ಈ ಕುರಿತು ಎಲ್ಲ ಜಿಲ್ಲೆಗಳ ಅಧಿಕಾರಿಗಳಿಗೆ ಸುತ್ತೋಲೆ ಹೊರಡಿಸಿದ್ದಾರೆ. ವಾಹನಗಳ ಮೇಲೆ ಜಾತಿ ಸೂಚಕ ಸ್ಟಿಕ್ಕರ್‌ಗಳು ಮತ್ತು ಘೋಷಣೆಗಳನ್ನು ಅಂಟಿಸಿದರೆ ಮೋಟಾರು ವಾಹನ ಕಾಯ್ದೆ ಅಡಿ ದಂಡ ವಿಧಿಸಲಾಗುವುದು. ಜಾತಿ ಆಧಾರಿತ ರ್‍ಯಾಲಿಗಳಿಗೂ ನಿರ್ಬಂಧ ಹೇರಲಾಗಿದೆ. xyxy=(288,355,438,525)
delhi-photo xyxy=(414,1236,584,1360)
up-body-right: ಮತ್ತು ಉಲ್ಲೇಖಗಳನ್ನು ತಕ್ಷಣವೇ ತೆರವುಗೊಳಿಸುವಂತೆ ಸೂಚಿಸಲಾಗಿದೆ. ಪೊಲೀಸ್ ಠಾಣೆಗಳ ನೋಟಿಸ್ ಬೋರ್ಡ್‌ಗಳಲ್ಲಿ ಆರೋಪಿಗಳ ಜಾತಿಯನ್ನು ಉಲ್ಲೇಖಿಸುವಂತಿಲ್ಲ. ಬದಲಿಗೆ ತಂದೆ ಮತ್ತು ತಾಯಿಯ ಹೆಸರನ್ನು ನಮೂದಿಸಬೇಕು. ಎಸ್‌ಸಿ/ಎಸ್‌ಟಿ ಕಾಯ್ದೆ ಪ್ರಕರಣಗಳಲ್ಲಿ ಮಾತ್ರ ಅಗತ್ಯವಿದ್ದಾಗ ಜಾತಿ ನಮೂದಿಸಲು ಅವಕಾಶವಿದೆ. ಸಾಮಾಜಿಕ ಮಾಧ್ಯಮಗಳಲ್ಲಿ ಜಾತಿ ವೈಭವೀಕರಿಸುವ ಪೋಸ್ಟ್‌ಗಳ ಮೇಲೂ ನಿಗಾ ಇಡಲಾಗುವುದು ಎಂದು ಆದೇಶದಲ್ಲಿ ತಿಳಿಸಲಾಗಿದೆ. ಈ xyxy=(442,539,742,599)
naxal-dateline: ನಾರಾಯಣಪುರ (ಛತ್ತೀಸ್‌ಗಢ): xyxy=(754,105,854,115)
indigo-body-top: ಲಕ್ನೋ: ಕಾನ್ಪುರ ವಿಮಾನ ನಿಲ್ದಾಣದಲ್ಲಿ ಇಂಡಿಗೋ ವಿಮಾನದಲ್ಲಿ ಸೋಮವಾರ ಇಲಿ ಕಂಡುಬಂದ ಹಿನ್ನೆಲೆಯಲ್ಲಿ ದೆಹಲಿಗೆ ಹೊರಡಬೇಕಿದ್ದ ವಿಮಾನ ಸುಮಾರು ಮೂರು ಗಂಟೆ ತಡವಾಗಿ ಹೊರಟಿತು. ಇಂಡಿಗೋ ವಿಮಾನ ದೆಹಲಿಯಿಂದ ಕಾನ್ಪುರಕ್ಕೆ ಆಗಮಿಸಿ 2.10ಕ್ಕೆ ಹಿಂತಿರುಗಬೇಕಿತ್ತು. xyxy=(420,929,742,964)
